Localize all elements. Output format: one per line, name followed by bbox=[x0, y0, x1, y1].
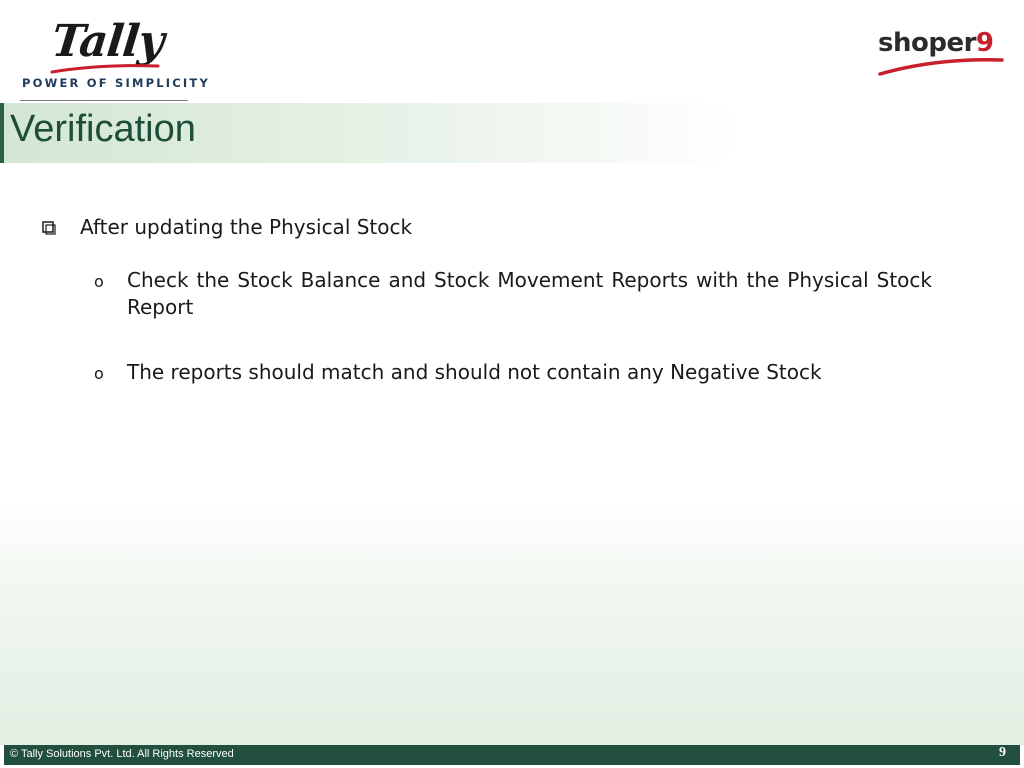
footer-copyright: © Tally Solutions Pvt. Ltd. All Rights Reserved bbox=[10, 748, 234, 760]
shoper-swoosh-icon bbox=[876, 52, 1006, 78]
bullet-item bbox=[40, 214, 932, 241]
shoper-wordmark-text: shoper bbox=[878, 28, 976, 58]
bullet-text: After updating the Physical Stock bbox=[80, 215, 413, 239]
slide-content bbox=[40, 214, 932, 424]
sub-item bbox=[40, 359, 932, 386]
tally-tagline: POWER OF SIMPLICITY bbox=[22, 76, 210, 90]
title-band-edge bbox=[0, 103, 4, 163]
shoper-version: 9 bbox=[975, 28, 994, 58]
logo-divider bbox=[20, 100, 188, 101]
slide-title: Verification bbox=[10, 108, 196, 150]
bottom-gradient bbox=[0, 500, 1024, 745]
hollow-circle-icon: o bbox=[94, 272, 104, 291]
sub-list bbox=[40, 267, 932, 386]
page-number: 9 bbox=[999, 745, 1006, 760]
checkbox-square-icon bbox=[42, 221, 56, 235]
tally-swoosh-icon bbox=[50, 62, 160, 76]
hollow-circle-icon: o bbox=[94, 364, 104, 383]
sub-item-text: Check the Stock Balance and Stock Movement Reports with the Physical Stock Report bbox=[127, 268, 932, 319]
shoper-logo bbox=[876, 24, 1011, 84]
tally-logo bbox=[20, 12, 210, 92]
sub-item bbox=[40, 267, 932, 321]
sub-item-text: The reports should match and should not contain any Negative Stock bbox=[127, 360, 822, 384]
tally-wordmark: Tally bbox=[49, 16, 166, 67]
